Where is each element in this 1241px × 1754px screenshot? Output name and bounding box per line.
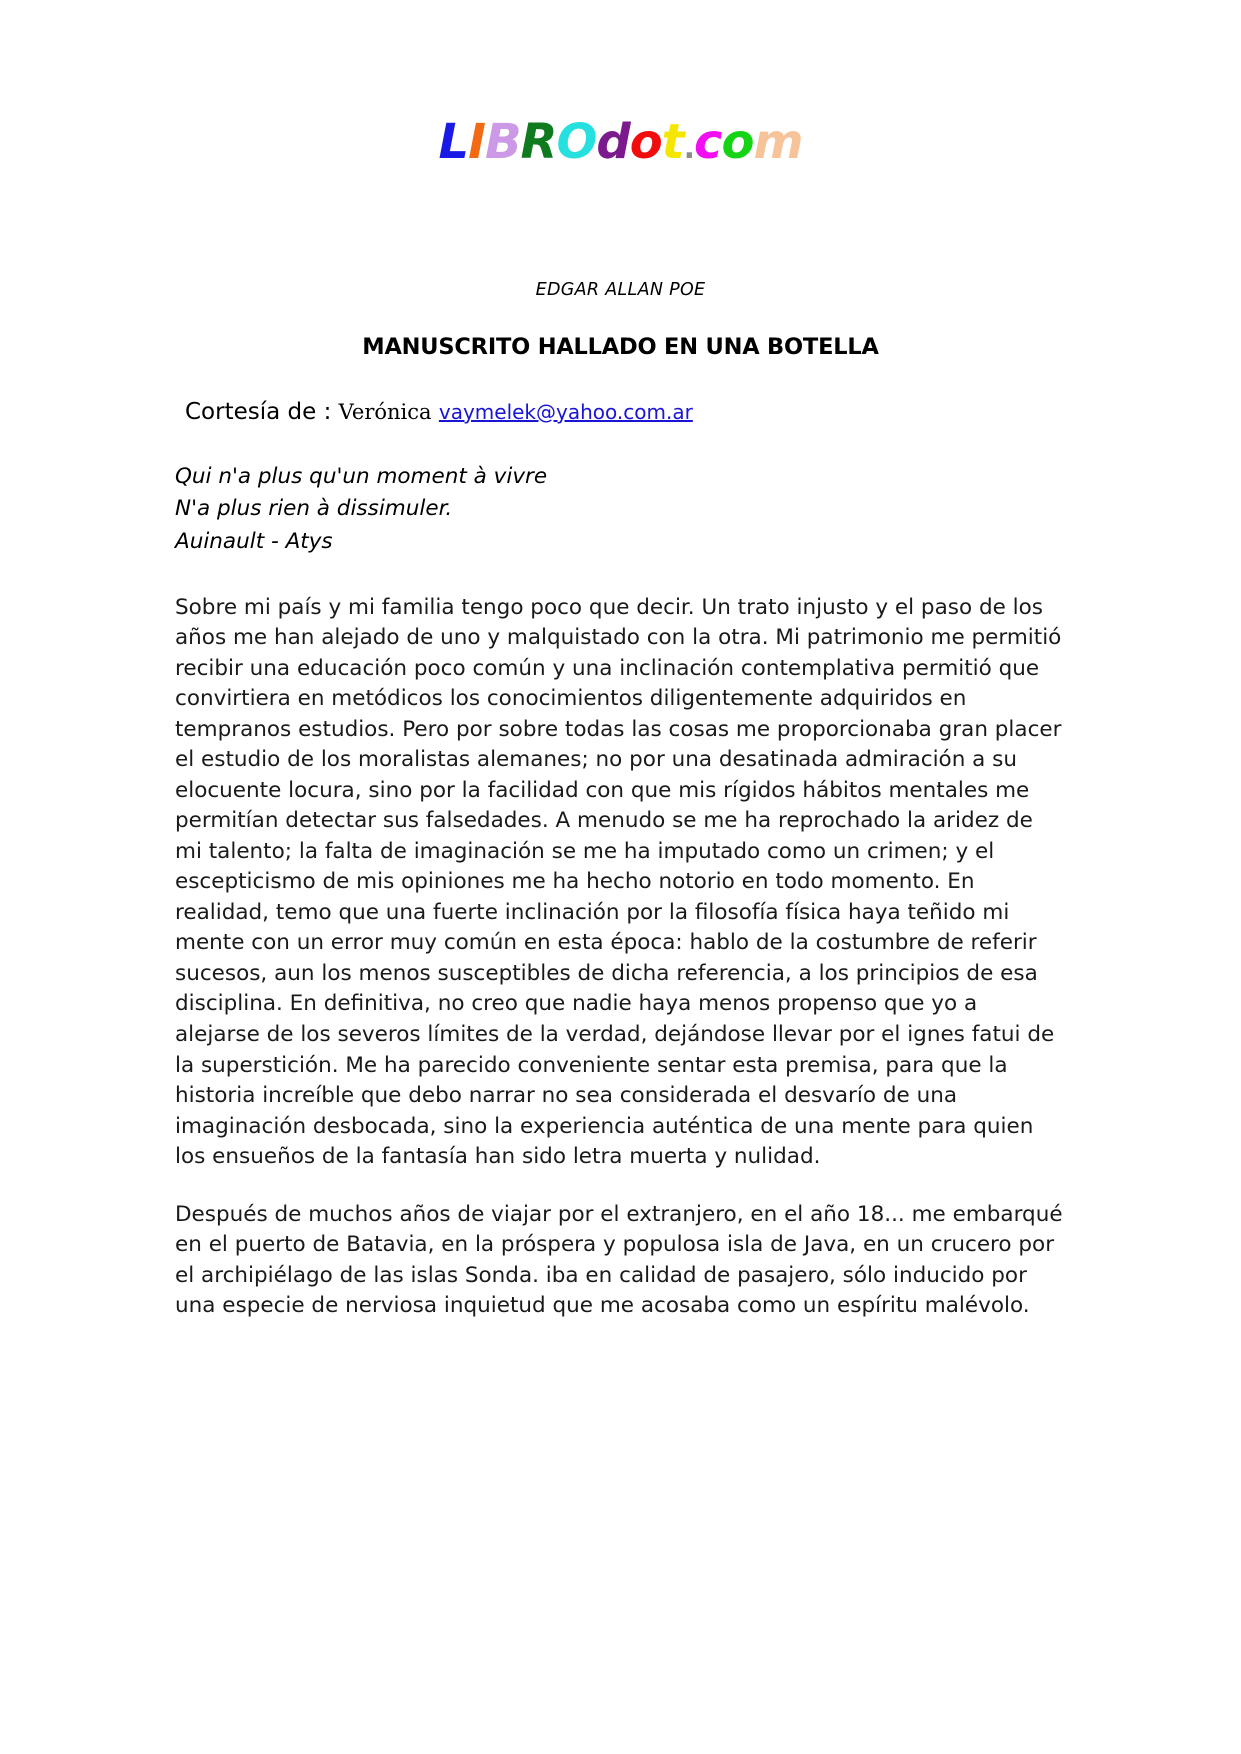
contributor-email-link[interactable]: vaymelek@yahoo.com.ar: [438, 400, 693, 424]
logo-letter: o: [629, 114, 662, 170]
body-text: [175, 593, 1066, 1322]
courtesy-line: [175, 398, 1066, 427]
body-paragraph: Después de muchos años de viajar por el extranjero, en el año 18... me embarqué en el puerto de Batavia, en la próspera y populosa isla de Java, en un crucero por el archipiélago de las islas Sonda. iba en calidad de pasajero, sólo inducido por una especie de nerviosa inquietud que me acosaba como un espíritu malévolo.: [175, 1201, 1063, 1319]
epigraph-block: [175, 461, 1066, 559]
epigraph-line-1: Qui n'a plus qu'un moment à vivre: [175, 463, 548, 489]
epigraph-line-2: N'a plus rien à dissimuler.: [175, 496, 453, 522]
logo-letter: .: [683, 131, 695, 166]
librodot-logo-text: [438, 114, 803, 170]
logo-letter: d: [596, 114, 630, 170]
courtesy-label: Cortesía de :: [185, 399, 332, 425]
logo-letter: m: [753, 114, 803, 170]
logo-letter: R: [520, 114, 557, 170]
logo-letter: I: [468, 114, 485, 170]
epigraph-attribution: Auinault - Atys: [175, 529, 333, 555]
author-name: EDGAR ALLAN POE: [535, 280, 706, 300]
logo-letter: c: [694, 114, 722, 170]
courtesy-contributor-name: Verónica: [338, 400, 432, 424]
body-paragraph: Sobre mi país y mi familia tengo poco que decir. Un trato injusto y el paso de los años me han alejado de uno y malquistado con la otra. Mi patrimonio me permitió recibir una educación poco común y una inclinación contemplativa permitió que convirtiera en metódicos los conocimientos diligentemente adquiridos en tempranos estudios. Pero por sobre todas las cosas me proporcionaba gran placer el estudio de los moralistas alemanes; no por una desatinada admiración a su elocuente locura, sino por la facilidad con que mis rígidos hábitos mentales me permitían detectar sus falsedades. A menudo se me ha reprochado la aridez de mi talento; la falta de imaginación se me ha imputado como un crimen; y el escepticismo de mis opiniones me ha hecho notorio en todo momento. En realidad, temo que una fuerte inclinación por la filosofía física haya teñido mi mente con un error muy común en esta época: hablo de la costumbre de referir sucesos, aun los menos susceptibles de dicha referencia, a los principios de esa disciplina. En definitiva, no creo que nadie haya menos propenso que yo a alejarse de los severos límites de la verdad, dejándose llevar por el ignes fatui de la superstición. Me ha parecido conveniente sentar esta premisa, para que la historia increíble que debo narrar no sea considerada el desvarío de una imaginación desbocada, sino la experiencia auténtica de una mente para quien los ensueños de la fantasía han sido letra muerta y nulidad.: [175, 594, 1062, 1170]
site-logo: [175, 0, 1066, 196]
page-title: MANUSCRITO HALLADO EN UNA BOTELLA: [362, 334, 879, 360]
logo-letter: t: [661, 114, 684, 170]
logo-letter: O: [556, 114, 597, 170]
logo-letter: o: [721, 114, 754, 170]
logo-letter: L: [438, 114, 469, 170]
logo-letter: B: [484, 114, 521, 170]
